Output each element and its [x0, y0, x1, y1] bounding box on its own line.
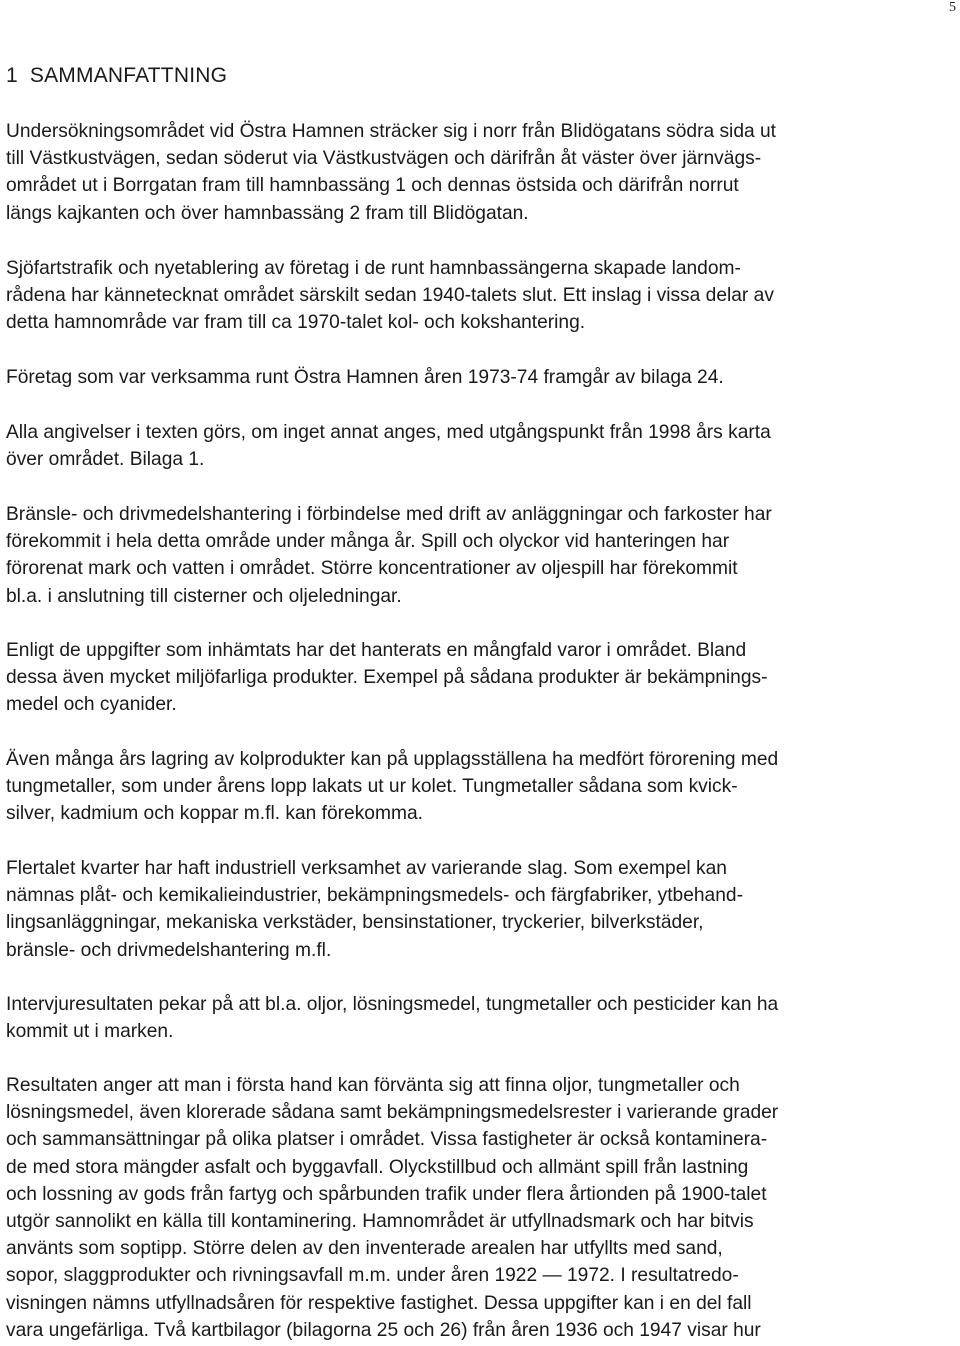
section-heading [6, 64, 227, 88]
paragraph-interviews: Intervjuresultaten pekar på att bl.a. oljor, lösningsmedel, tungmetaller och pesticider kan ha kommit ut i marken. [6, 994, 779, 1043]
paragraph-results: Resultaten anger att man i första hand kan förvänta sig att finna oljor, tungmetaller och lösningsmedel, även klorerade sådana samt bekämpningsmedelsrester i varierande grader och sammansättningar på olika platser i området. Vissa fastigheter är också kontaminera- de med stora mängder asfalt och byggavfall. Olyckstillbud och allmänt spill från lastning och lossning av gods från fartyg och spårbunden trafik under flera årtionden på 1900-talet utgör sannolikt en källa till kontaminering. Hamnområdet är utfyllnadsmark och har bitvis använts som soptipp. Större delen av den inventerade arealen har utfyllts med sand, sopor, slaggprodukter och rivningsavfall m.m. under åren 1922 — 1972. I resultatredo- visningen nämns utfyllnadsåren för respektive fastighet. Dessa uppgifter kan i en del fall vara ungefärliga. Två kartbilagor (bilagorna 25 och 26) från åren 1936 och 1947 visar hur [6, 1075, 779, 1341]
paragraph-companies: Företag som var verksamma runt Östra Hamnen åren 1973-74 framgår av bilaga 24. [6, 367, 724, 388]
paragraph-goods: Enligt de uppgifter som inhämtats har det hanterats en mångfald varor i området. Bland dessa även mycket miljöfarliga produkter. Exempel på sådana produkter är bekämpnings- medel och cyanider. [6, 640, 768, 716]
paragraph-industry: Flertalet kvarter har haft industriell verksamhet av varierande slag. Som exempel kan nämnas plåt- och kemikalieindustrier, bekämpningsmedels- och färgfabriker, ytbehand- lingsanläggningar, mekaniska verkstäder, bensinstationer, tryckerier, bilverkstäder, bränsle- och drivmedelshantering m.fl. [6, 858, 743, 961]
page-number: 5 [949, 0, 956, 15]
section-number: 1 [6, 64, 18, 87]
paragraph-study-area: Undersökningsområdet vid Östra Hamnen sträcker sig i norr från Blidögatans södra sida ut till Västkustvägen, sedan söderut via Västkustvägen och därifrån åt väster över järnvägs- området ut i Borrgatan fram till hamnbassäng 1 och dennas östsida och därifrån norrut längs kajkanten och över hamnbassäng 2 fram till Blidögatan. [6, 121, 776, 224]
paragraph-references: Alla angivelser i texten görs, om inget annat anges, med utgångspunkt från 1998 års karta över området. Bilaga 1. [6, 422, 771, 471]
paragraph-shipping: Sjöfartstrafik och nyetablering av företag i de runt hamnbassängerna skapade landom- rådena har kännetecknat området särskilt sedan 1940-talets slut. Ett inslag i vissa delar av detta hamnområde var fram till ca 1970-talet kol- och kokshantering. [6, 258, 774, 334]
section-title: SAMMANFATTNING [29, 64, 228, 87]
paragraph-coal-storage: Även många års lagring av kolprodukter kan på upplagsställena ha medfört förorening med tungmetaller, som under årens lopp lakats ut ur kolet. Tungmetaller sådana som kvick- silver, kadmium och koppar m.fl. kan förekomma. [6, 749, 779, 825]
paragraph-fuel-handling: Bränsle- och drivmedelshantering i förbindelse med drift av anläggningar och farkoster har förekommit i hela detta område under många år. Spill och olyckor vid hanteringen har förorenat mark och vatten i området. Större koncentrationer av oljespill har förekommit bl.a. i anslutning till cisterner och oljeledningar. [6, 504, 772, 607]
